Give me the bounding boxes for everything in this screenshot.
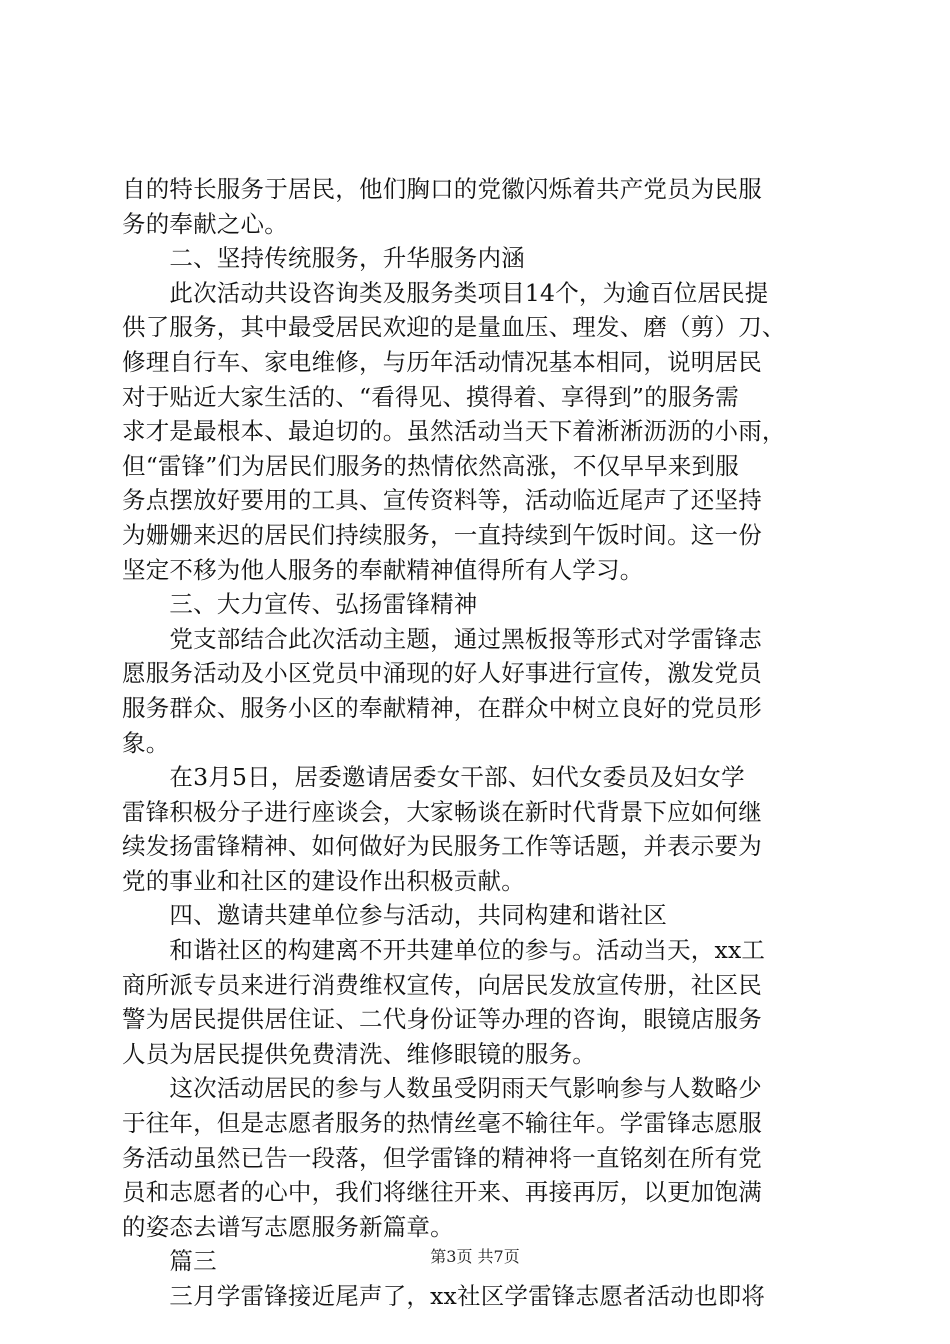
text-line: 员和志愿者的心中，我们将继往开来、再接再厉，以更加饱满 (122, 1178, 762, 1207)
text-line: 人员为居民提供免费清洗、维修眼镜的服务。 (122, 1039, 596, 1068)
text-line: 的姿态去谱写志愿服务新篇章。 (122, 1212, 454, 1241)
section-heading: 篇三 (122, 1247, 217, 1276)
text-line: 三月学雷锋接近尾声了，xx社区学雷锋志愿者活动也即将 (122, 1282, 766, 1310)
text-line: 对于贴近大家生活的、“看得见、摸得着、享得到”的服务需 (122, 382, 739, 411)
text-line: 务活动虽然已告一段落，但学雷锋的精神将一直铭刻在所有党 (122, 1143, 762, 1172)
text-line: 雷锋积极分子进行座谈会，大家畅谈在新时代背景下应如何继 (122, 797, 762, 826)
text-line: 党支部结合此次活动主题，通过黑板报等形式对学雷锋志 (122, 624, 762, 653)
text-line: 务的奉献之心。 (122, 209, 288, 238)
text-line: 修理自行车、家电维修，与历年活动情况基本相同，说明居民 (122, 347, 762, 376)
text-line: 警为居民提供居住证、二代身份证等办理的咨询，眼镜店服务 (122, 1005, 762, 1034)
text-line: 续发扬雷锋精神、如何做好为民服务工作等话题，并表示要为 (122, 832, 762, 861)
text-line: 自的特长服务于居民，他们胸口的党徽闪烁着共产党员为民服 (122, 175, 762, 203)
section-heading: 三、大力宣传、弘扬雷锋精神 (122, 590, 478, 619)
page-number-footer: 第3页 共7页 (430, 1247, 520, 1266)
text-line: 愿服务活动及小区党员中涌现的好人好事进行宣传，激发党员 (122, 659, 762, 688)
section-heading: 二、坚持传统服务，升华服务内涵 (122, 244, 525, 273)
text-line: 此次活动共设咨询类及服务类项目14个，为逾百位居民提 (122, 278, 769, 307)
text-line: 服务群众、服务小区的奉献精神，在群众中树立良好的党员形 (122, 693, 762, 722)
text-line: 商所派专员来进行消费维权宣传，向居民发放宣传册，社区民 (122, 970, 762, 999)
text-line: 务点摆放好要用的工具、宣传资料等，活动临近尾声了还坚持 (122, 486, 762, 515)
section-heading: 四、邀请共建单位参与活动，共同构建和谐社区 (122, 901, 668, 930)
text-line: 供了服务，其中最受居民欢迎的是量血压、理发、磨（剪）刀、 (122, 313, 786, 342)
text-line: 和谐社区的构建离不开共建单位的参与。活动当天，xx工 (122, 936, 766, 965)
text-line: 但“雷锋”们为居民们服务的热情依然高涨，不仅早早来到服 (122, 451, 739, 480)
document-body (122, 172, 828, 1314)
text-line: 求才是最根本、最迫切的。虽然活动当天下着淅淅沥沥的小雨， (122, 417, 786, 446)
text-line: 于往年，但是志愿者服务的热情丝毫不输往年。学雷锋志愿服 (122, 1109, 762, 1138)
text-line: 为姗姗来迟的居民们持续服务，一直持续到午饭时间。这一份 (122, 520, 762, 549)
text-line: 这次活动居民的参与人数虽受阴雨天气影响参与人数略少 (122, 1074, 762, 1103)
text-line: 象。 (122, 728, 170, 757)
text-line: 在3月5日，居委邀请居委女干部、妇代女委员及妇女学 (122, 763, 745, 792)
text-line: 党的事业和社区的建设作出积极贡献。 (122, 866, 525, 895)
text-line: 坚定不移为他人服务的奉献精神值得所有人学习。 (122, 555, 644, 584)
